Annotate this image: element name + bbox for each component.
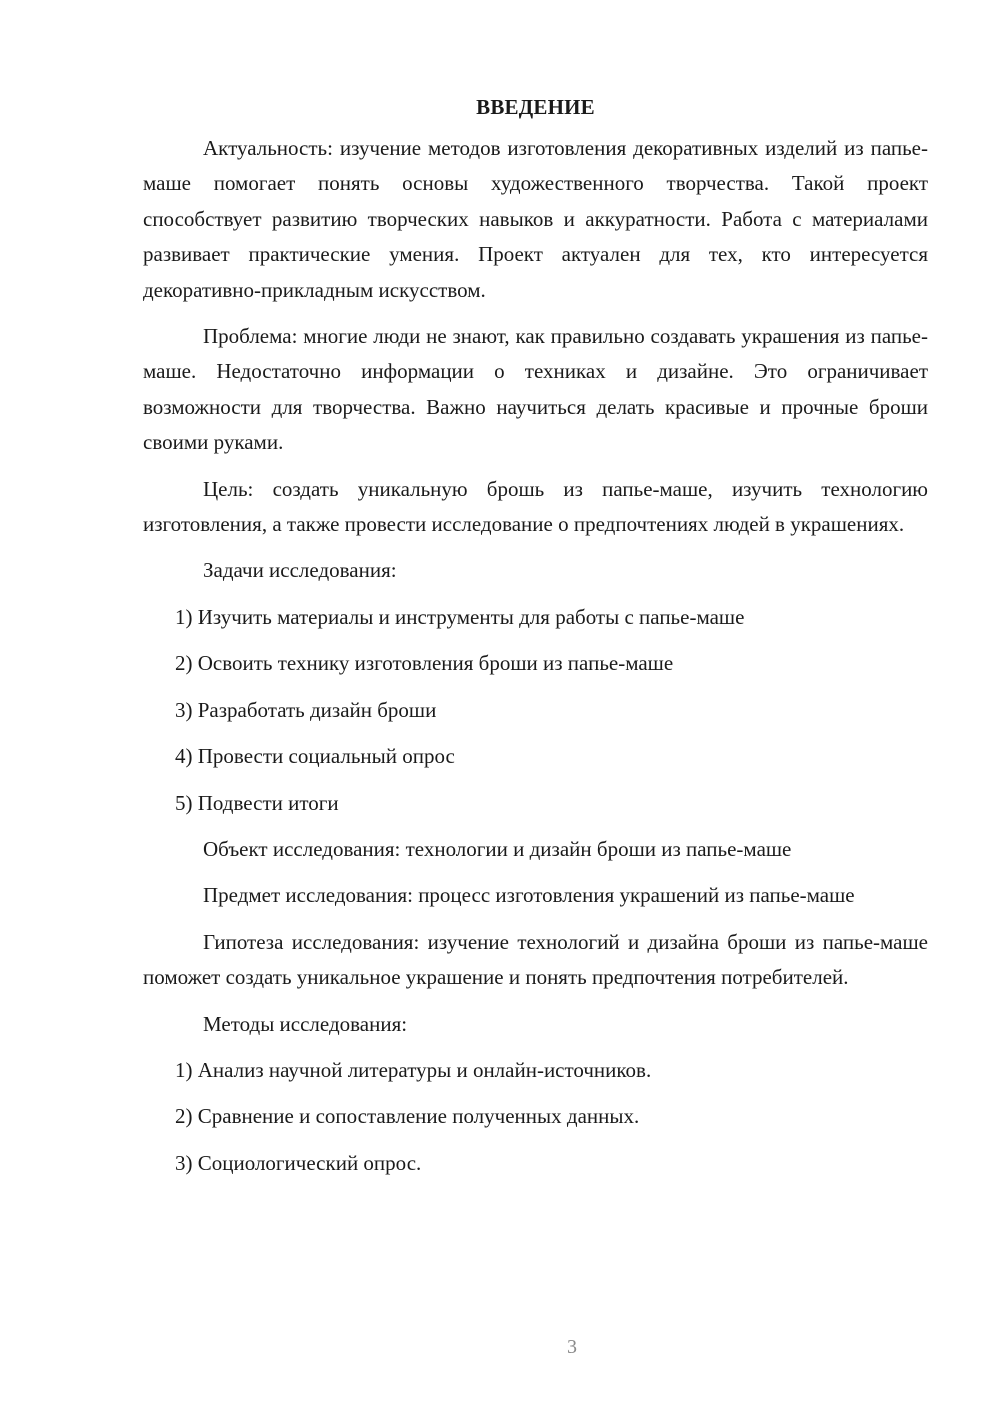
page-number: 3 bbox=[567, 1336, 577, 1358]
task-item: 2) Освоить технику изготовления броши из папье-маше bbox=[175, 651, 674, 676]
method-item: 2) Сравнение и сопоставление полученных данных. bbox=[175, 1104, 640, 1129]
task-item: 1) Изучить материалы и инструменты для работы с папье-маше bbox=[175, 604, 745, 629]
object-line: Объект исследования: технологии и дизайн броши из папье-маше bbox=[203, 836, 792, 861]
tasks-heading: Задачи исследования: bbox=[203, 558, 397, 583]
goal-paragraph: Цель: создать уникальную брошь из папье-маше, изучить технологию изготовления, а также провести исследование о предпочтениях людей в украшениях. bbox=[143, 476, 928, 537]
problem-paragraph: Проблема: многие люди не знают, как правильно создавать украшения из папье-маше. Недостаточно информации о техниках и дизайне. Это ограничивает возможности для творчества. Важно научиться делать красивые и прочные броши своими руками. bbox=[143, 324, 928, 455]
hypothesis-paragraph: Гипотеза исследования: изучение технологий и дизайна броши из папье-маше поможет создать уникальное украшение и понять предпочтения потребителей. bbox=[143, 929, 928, 990]
task-item: 3) Разработать дизайн броши bbox=[175, 697, 437, 722]
subject-paragraph: Предмет исследования: процесс изготовления украшений из папье-маше bbox=[203, 883, 855, 908]
method-item: 1) Анализ научной литературы и онлайн-источников. bbox=[175, 1057, 652, 1082]
method-item: 3) Социологический опрос. bbox=[175, 1150, 422, 1175]
task-item: 5) Подвести итоги bbox=[175, 790, 339, 815]
document-page bbox=[143, 90, 928, 1181]
relevance-paragraph: Актуальность: изучение методов изготовления декоративных изделий из папье-маше помогает понять основы художественного творчества. Такой проект способствует развитию творческих навыков и аккуратности. Работа с материалами развивает практические умения. Проект актуален для тех, кто интересуется декоративно-прикладным искусством. bbox=[143, 136, 928, 302]
section-title: ВВЕДЕНИЕ bbox=[476, 95, 595, 119]
task-item: 4) Провести социальный опрос bbox=[175, 744, 455, 769]
methods-heading: Методы исследования: bbox=[203, 1011, 408, 1036]
